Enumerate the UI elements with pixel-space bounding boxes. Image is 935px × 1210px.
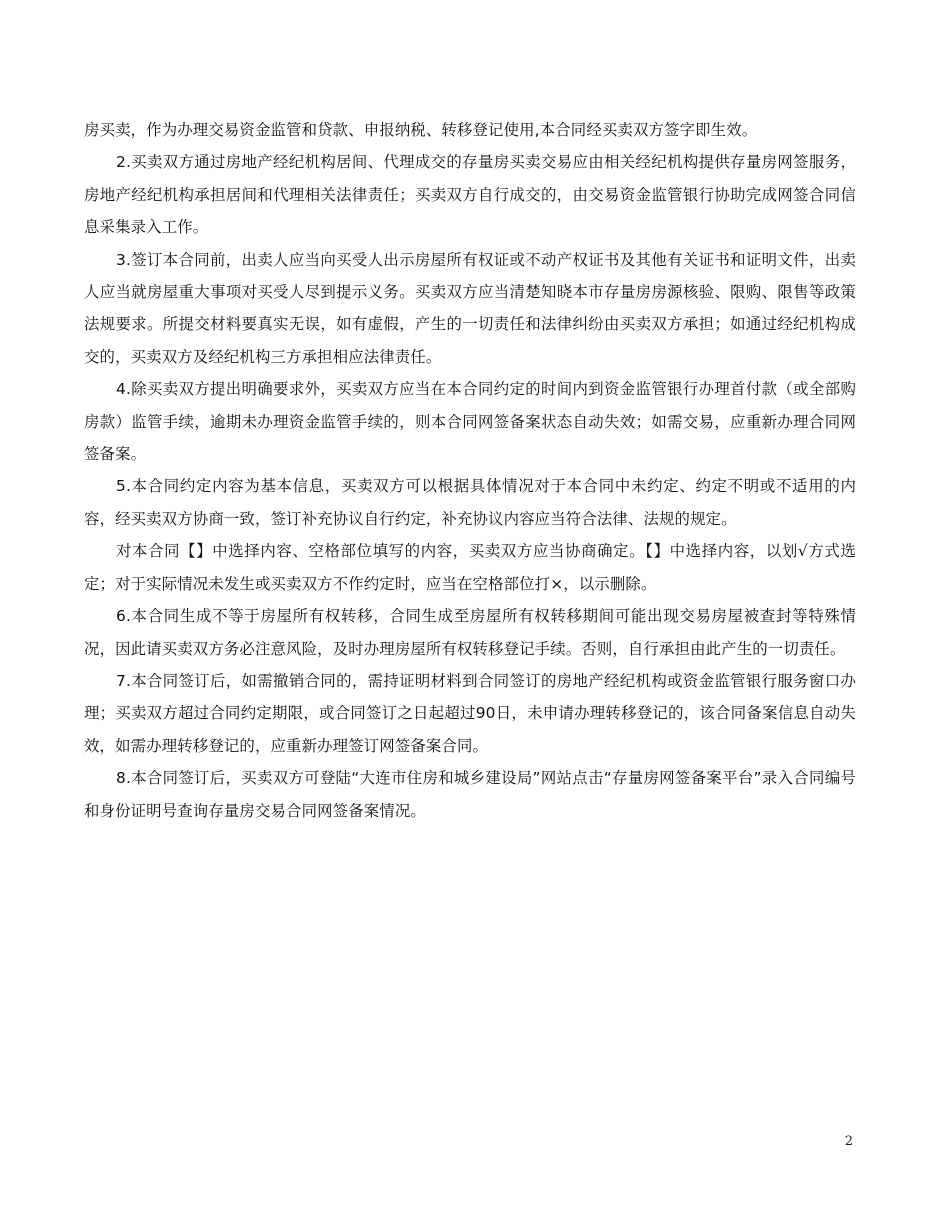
paragraph-clause-7: 7.本合同签订后，如需撤销合同的，需持证明材料到合同签订的房地产经纪机构或资金监管银行服务窗口办理；买卖双方超过合同约定期限，或合同签订之日起超过90日，未申请办理转移登记的，该合同备案信息自动失效，如需办理转移登记的，应重新办理签订网签备案合同。 — [84, 671, 856, 755]
paragraph-clause-4: 4.除买卖双方提出明确要求外，买卖双方应当在本合同约定的时间内到资金监管银行办理首付款（或全部购房款）监管手续，逾期未办理资金监管手续的，则本合同网签备案状态自动失效；如需交易，应重新办理合同网签备案。 — [84, 380, 856, 464]
paragraph-continued: 房买卖，作为办理交易资金监管和贷款、申报纳税、转移登记使用,本合同经买卖双方签字即生效。 — [84, 121, 758, 139]
page-number: 2 — [844, 1134, 853, 1149]
paragraph-selection-note: 对本合同【】中选择内容、空格部位填写的内容，买卖双方应当协商确定。【】中选择内容，以划√方式选定；对于实际情况未发生或买卖双方不作约定时，应当在空格部位打×，以示删除。 — [84, 542, 856, 593]
paragraph-clause-6: 6.本合同生成不等于房屋所有权转移，合同生成至房屋所有权转移期间可能出现交易房屋被查封等特殊情况，因此请买卖双方务必注意风险，及时办理房屋所有权转移登记手续。否则，自行承担由此产生的一切责任。 — [84, 607, 856, 658]
document-body — [84, 114, 856, 827]
paragraph-clause-8: 8.本合同签订后，买卖双方可登陆“大连市住房和城乡建设局”网站点击“存量房网签备案平台”录入合同编号和身份证明号查询存量房交易合同网签备案情况。 — [84, 769, 856, 820]
paragraph-clause-2: 2.买卖双方通过房地产经纪机构居间、代理成交的存量房买卖交易应由相关经纪机构提供存量房网签服务，房地产经纪机构承担居间和代理相关法律责任；买卖双方自行成交的，由交易资金监管银行协助完成网签合同信息采集录入工作。 — [84, 153, 856, 237]
paragraph-clause-3: 3.签订本合同前，出卖人应当向买受人出示房屋所有权证或不动产权证书及其他有关证书和证明文件，出卖人应当就房屋重大事项对买受人尽到提示义务。买卖双方应当清楚知晓本市存量房房源核验、限购、限售等政策法规要求。所提交材料要真实无误，如有虚假，产生的一切责任和法律纠纷由买卖双方承担；如通过经纪机构成交的，买卖双方及经纪机构三方承担相应法律责任。 — [84, 250, 856, 366]
paragraph-clause-5: 5.本合同约定内容为基本信息，买卖双方可以根据具体情况对于本合同中未约定、约定不明或不适用的内容，经买卖双方协商一致，签订补充协议自行约定，补充协议内容应当符合法律、法规的规定。 — [84, 477, 856, 528]
